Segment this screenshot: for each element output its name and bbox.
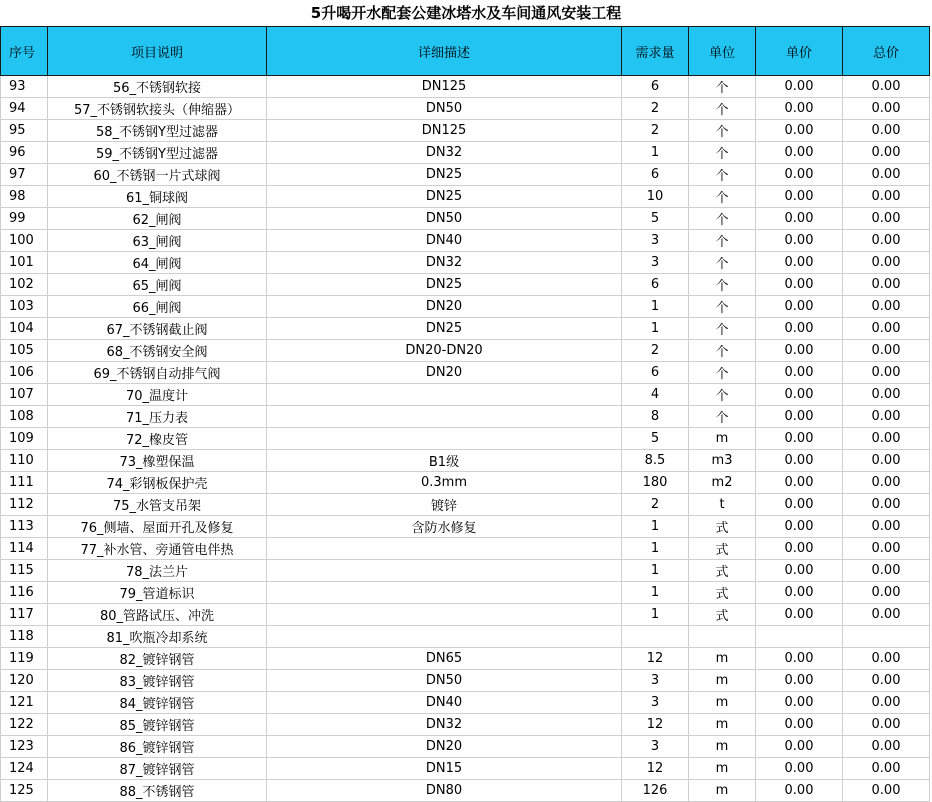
table-row — [1, 516, 930, 538]
cell-item[interactable]: 69_不锈钢自动排气阀 — [48, 362, 267, 384]
col-header-description[interactable]: 详细描述 — [267, 27, 622, 76]
cell-unit[interactable]: 个 — [689, 120, 756, 142]
cell-total-price[interactable]: 0.00 — [843, 274, 930, 296]
table-row — [1, 76, 930, 98]
cell-unit-price[interactable]: 0.00 — [756, 252, 843, 274]
cell-total-price[interactable]: 0.00 — [843, 76, 930, 98]
cell-quantity[interactable]: 5 — [622, 208, 689, 230]
table-row — [1, 230, 930, 252]
cell-unit-price[interactable] — [756, 626, 843, 648]
table-row — [1, 780, 930, 802]
cell-quantity[interactable]: 2 — [622, 494, 689, 516]
cell-unit-price[interactable]: 0.00 — [756, 692, 843, 714]
cell-unit[interactable]: 式 — [689, 582, 756, 604]
cell-unit-price[interactable]: 0.00 — [756, 538, 843, 560]
cell-description[interactable]: 含防水修复 — [267, 516, 622, 538]
cell-item[interactable]: 71_压力表 — [48, 406, 267, 428]
cell-index[interactable]: 115 — [1, 560, 48, 582]
cell-total-price[interactable]: 0.00 — [843, 296, 930, 318]
cell-quantity[interactable]: 2 — [622, 98, 689, 120]
cell-item[interactable]: 56_不锈钢软接 — [48, 76, 267, 98]
table-row — [1, 494, 930, 516]
cell-description[interactable] — [267, 582, 622, 604]
cell-total-price[interactable]: 0.00 — [843, 362, 930, 384]
cell-total-price[interactable]: 0.00 — [843, 340, 930, 362]
cell-index[interactable]: 117 — [1, 604, 48, 626]
cell-description[interactable]: DN25 — [267, 274, 622, 296]
cell-description[interactable]: DN25 — [267, 318, 622, 340]
cell-quantity[interactable] — [622, 626, 689, 648]
cell-item[interactable]: 77_补水管、旁通管电伴热 — [48, 538, 267, 560]
cell-quantity[interactable]: 5 — [622, 428, 689, 450]
table-row — [1, 670, 930, 692]
cell-unit-price[interactable]: 0.00 — [756, 362, 843, 384]
cell-unit-price[interactable]: 0.00 — [756, 340, 843, 362]
cell-quantity[interactable]: 8 — [622, 406, 689, 428]
cell-item[interactable]: 87_镀锌钢管 — [48, 758, 267, 780]
cell-item[interactable]: 61_铜球阀 — [48, 186, 267, 208]
cell-index[interactable]: 95 — [1, 120, 48, 142]
cell-total-price[interactable]: 0.00 — [843, 472, 930, 494]
table-row — [1, 296, 930, 318]
cell-description[interactable]: DN125 — [267, 120, 622, 142]
cell-unit-price[interactable]: 0.00 — [756, 318, 843, 340]
cell-total-price[interactable]: 0.00 — [843, 714, 930, 736]
cell-description[interactable]: 镀锌 — [267, 494, 622, 516]
cell-index[interactable]: 101 — [1, 252, 48, 274]
cell-quantity[interactable]: 1 — [622, 296, 689, 318]
cell-unit[interactable]: m — [689, 428, 756, 450]
cell-description[interactable] — [267, 384, 622, 406]
cell-item[interactable]: 84_镀锌钢管 — [48, 692, 267, 714]
cell-item[interactable]: 70_温度计 — [48, 384, 267, 406]
cell-unit[interactable]: m — [689, 648, 756, 670]
cell-quantity[interactable]: 4 — [622, 384, 689, 406]
table-row — [1, 560, 930, 582]
cell-index[interactable]: 119 — [1, 648, 48, 670]
cell-index[interactable]: 112 — [1, 494, 48, 516]
cell-quantity[interactable]: 6 — [622, 274, 689, 296]
cell-unit-price[interactable]: 0.00 — [756, 516, 843, 538]
cell-index[interactable]: 93 — [1, 76, 48, 98]
cell-item[interactable]: 58_不锈钢Y型过滤器 — [48, 120, 267, 142]
cell-description[interactable]: B1级 — [267, 450, 622, 472]
cell-unit-price[interactable]: 0.00 — [756, 714, 843, 736]
table-row — [1, 692, 930, 714]
cell-index[interactable]: 105 — [1, 340, 48, 362]
cell-item[interactable]: 85_镀锌钢管 — [48, 714, 267, 736]
cell-unit[interactable]: m — [689, 780, 756, 802]
cell-unit-price[interactable]: 0.00 — [756, 230, 843, 252]
table-row — [1, 406, 930, 428]
cell-index[interactable]: 121 — [1, 692, 48, 714]
cell-description[interactable]: DN40 — [267, 230, 622, 252]
cell-index[interactable]: 113 — [1, 516, 48, 538]
cell-unit[interactable]: m — [689, 714, 756, 736]
cell-description[interactable]: DN25 — [267, 186, 622, 208]
cell-description[interactable]: DN25 — [267, 164, 622, 186]
cell-unit-price[interactable]: 0.00 — [756, 406, 843, 428]
quote-table — [0, 26, 930, 802]
cell-unit[interactable]: 个 — [689, 296, 756, 318]
cell-description[interactable]: DN20 — [267, 362, 622, 384]
cell-index[interactable]: 125 — [1, 780, 48, 802]
header-row — [1, 27, 930, 76]
cell-description[interactable]: DN20 — [267, 736, 622, 758]
cell-quantity[interactable]: 12 — [622, 758, 689, 780]
cell-description[interactable] — [267, 604, 622, 626]
cell-unit[interactable]: m2 — [689, 472, 756, 494]
cell-quantity[interactable]: 6 — [622, 76, 689, 98]
cell-item[interactable]: 72_橡皮管 — [48, 428, 267, 450]
cell-quantity[interactable]: 8.5 — [622, 450, 689, 472]
cell-item[interactable]: 57_不锈钢软接头（伸缩器） — [48, 98, 267, 120]
cell-description[interactable]: DN20-DN20 — [267, 340, 622, 362]
cell-unit-price[interactable]: 0.00 — [756, 296, 843, 318]
cell-quantity[interactable]: 12 — [622, 648, 689, 670]
cell-unit[interactable]: 式 — [689, 516, 756, 538]
table-row — [1, 340, 930, 362]
cell-item[interactable]: 62_闸阀 — [48, 208, 267, 230]
cell-total-price[interactable]: 0.00 — [843, 98, 930, 120]
cell-unit[interactable]: 个 — [689, 98, 756, 120]
cell-description[interactable]: DN50 — [267, 208, 622, 230]
table-row — [1, 736, 930, 758]
cell-item[interactable]: 75_水管支吊架 — [48, 494, 267, 516]
cell-item[interactable]: 88_不锈钢管 — [48, 780, 267, 802]
cell-unit[interactable]: 个 — [689, 318, 756, 340]
col-header-index[interactable]: 序号 — [1, 27, 48, 76]
cell-index[interactable]: 122 — [1, 714, 48, 736]
cell-total-price[interactable]: 0.00 — [843, 516, 930, 538]
cell-index[interactable]: 109 — [1, 428, 48, 450]
cell-total-price[interactable]: 0.00 — [843, 384, 930, 406]
table-row — [1, 164, 930, 186]
cell-total-price[interactable]: 0.00 — [843, 494, 930, 516]
cell-unit-price[interactable]: 0.00 — [756, 450, 843, 472]
col-header-quantity[interactable]: 需求量 — [622, 27, 689, 76]
table-row — [1, 758, 930, 780]
cell-description[interactable]: DN20 — [267, 296, 622, 318]
cell-quantity[interactable]: 12 — [622, 714, 689, 736]
cell-description[interactable] — [267, 538, 622, 560]
cell-item[interactable]: 81_吹瓶冷却系统 — [48, 626, 267, 648]
cell-index[interactable]: 118 — [1, 626, 48, 648]
cell-unit-price[interactable]: 0.00 — [756, 472, 843, 494]
cell-quantity[interactable]: 10 — [622, 186, 689, 208]
cell-item[interactable]: 76_侧墙、屋面开孔及修复 — [48, 516, 267, 538]
cell-index[interactable]: 111 — [1, 472, 48, 494]
table-row — [1, 274, 930, 296]
cell-quantity[interactable]: 1 — [622, 142, 689, 164]
cell-index[interactable]: 102 — [1, 274, 48, 296]
cell-unit[interactable]: 式 — [689, 538, 756, 560]
cell-unit[interactable]: 式 — [689, 560, 756, 582]
cell-quantity[interactable]: 180 — [622, 472, 689, 494]
cell-unit[interactable]: 个 — [689, 230, 756, 252]
cell-item[interactable]: 73_橡塑保温 — [48, 450, 267, 472]
cell-description[interactable]: DN80 — [267, 780, 622, 802]
cell-index[interactable]: 106 — [1, 362, 48, 384]
cell-unit[interactable]: m — [689, 670, 756, 692]
cell-description[interactable]: DN15 — [267, 758, 622, 780]
cell-description[interactable]: DN125 — [267, 76, 622, 98]
table-row — [1, 626, 930, 648]
cell-quantity[interactable]: 1 — [622, 538, 689, 560]
cell-total-price[interactable]: 0.00 — [843, 120, 930, 142]
cell-index[interactable]: 96 — [1, 142, 48, 164]
cell-unit[interactable]: 个 — [689, 406, 756, 428]
cell-index[interactable]: 98 — [1, 186, 48, 208]
cell-quantity[interactable]: 126 — [622, 780, 689, 802]
cell-total-price[interactable]: 0.00 — [843, 142, 930, 164]
cell-quantity[interactable]: 3 — [622, 230, 689, 252]
table-row — [1, 318, 930, 340]
cell-unit-price[interactable]: 0.00 — [756, 384, 843, 406]
cell-item[interactable]: 82_镀锌钢管 — [48, 648, 267, 670]
cell-index[interactable]: 116 — [1, 582, 48, 604]
col-header-item[interactable]: 项目说明 — [48, 27, 267, 76]
cell-quantity[interactable]: 6 — [622, 164, 689, 186]
table-row — [1, 472, 930, 494]
cell-unit[interactable]: 个 — [689, 340, 756, 362]
table-row — [1, 98, 930, 120]
cell-unit-price[interactable]: 0.00 — [756, 274, 843, 296]
cell-quantity[interactable]: 1 — [622, 560, 689, 582]
cell-description[interactable]: DN65 — [267, 648, 622, 670]
cell-total-price[interactable]: 0.00 — [843, 186, 930, 208]
cell-unit-price[interactable]: 0.00 — [756, 76, 843, 98]
cell-quantity[interactable]: 1 — [622, 582, 689, 604]
cell-total-price[interactable]: 0.00 — [843, 406, 930, 428]
cell-unit-price[interactable]: 0.00 — [756, 98, 843, 120]
cell-index[interactable]: 99 — [1, 208, 48, 230]
table-row — [1, 714, 930, 736]
col-header-unit[interactable]: 单位 — [689, 27, 756, 76]
cell-total-price[interactable]: 0.00 — [843, 428, 930, 450]
cell-unit-price[interactable]: 0.00 — [756, 208, 843, 230]
cell-description[interactable]: DN32 — [267, 714, 622, 736]
cell-total-price[interactable] — [843, 626, 930, 648]
cell-index[interactable]: 103 — [1, 296, 48, 318]
table-row — [1, 450, 930, 472]
cell-total-price[interactable]: 0.00 — [843, 582, 930, 604]
cell-unit[interactable] — [689, 626, 756, 648]
cell-unit-price[interactable]: 0.00 — [756, 758, 843, 780]
table-row — [1, 252, 930, 274]
cell-total-price[interactable]: 0.00 — [843, 450, 930, 472]
cell-description[interactable]: DN32 — [267, 252, 622, 274]
cell-total-price[interactable]: 0.00 — [843, 560, 930, 582]
cell-unit[interactable]: 个 — [689, 76, 756, 98]
table-row — [1, 648, 930, 670]
cell-unit-price[interactable]: 0.00 — [756, 582, 843, 604]
cell-index[interactable]: 120 — [1, 670, 48, 692]
table-row — [1, 362, 930, 384]
cell-description[interactable] — [267, 560, 622, 582]
cell-item[interactable]: 74_彩钢板保护壳 — [48, 472, 267, 494]
cell-description[interactable] — [267, 406, 622, 428]
cell-unit-price[interactable]: 0.00 — [756, 780, 843, 802]
cell-description[interactable]: DN32 — [267, 142, 622, 164]
cell-unit-price[interactable]: 0.00 — [756, 648, 843, 670]
cell-quantity[interactable]: 6 — [622, 362, 689, 384]
table-row — [1, 186, 930, 208]
cell-unit[interactable]: 个 — [689, 362, 756, 384]
cell-item[interactable]: 79_管道标识 — [48, 582, 267, 604]
cell-index[interactable]: 97 — [1, 164, 48, 186]
cell-total-price[interactable]: 0.00 — [843, 230, 930, 252]
table-row — [1, 384, 930, 406]
cell-unit-price[interactable]: 0.00 — [756, 164, 843, 186]
cell-item[interactable]: 68_不锈钢安全阀 — [48, 340, 267, 362]
cell-index[interactable]: 94 — [1, 98, 48, 120]
cell-total-price[interactable]: 0.00 — [843, 736, 930, 758]
cell-quantity[interactable]: 3 — [622, 670, 689, 692]
cell-index[interactable]: 100 — [1, 230, 48, 252]
cell-quantity[interactable]: 1 — [622, 318, 689, 340]
cell-index[interactable]: 114 — [1, 538, 48, 560]
cell-total-price[interactable]: 0.00 — [843, 252, 930, 274]
cell-item[interactable]: 63_闸阀 — [48, 230, 267, 252]
cell-total-price[interactable]: 0.00 — [843, 670, 930, 692]
cell-unit[interactable]: 个 — [689, 252, 756, 274]
table-row — [1, 142, 930, 164]
cell-unit[interactable]: m3 — [689, 450, 756, 472]
cell-item[interactable]: 67_不锈钢截止阀 — [48, 318, 267, 340]
cell-total-price[interactable]: 0.00 — [843, 208, 930, 230]
cell-unit[interactable]: m — [689, 692, 756, 714]
cell-total-price[interactable]: 0.00 — [843, 604, 930, 626]
cell-total-price[interactable]: 0.00 — [843, 648, 930, 670]
cell-unit-price[interactable]: 0.00 — [756, 670, 843, 692]
cell-unit[interactable]: 个 — [689, 186, 756, 208]
cell-total-price[interactable]: 0.00 — [843, 164, 930, 186]
cell-item[interactable]: 66_闸阀 — [48, 296, 267, 318]
cell-unit[interactable]: 个 — [689, 142, 756, 164]
cell-index[interactable]: 104 — [1, 318, 48, 340]
cell-unit[interactable]: m — [689, 736, 756, 758]
cell-unit[interactable]: 个 — [689, 164, 756, 186]
cell-unit[interactable]: 个 — [689, 274, 756, 296]
cell-total-price[interactable]: 0.00 — [843, 538, 930, 560]
cell-unit-price[interactable]: 0.00 — [756, 494, 843, 516]
cell-index[interactable]: 107 — [1, 384, 48, 406]
cell-description[interactable]: DN40 — [267, 692, 622, 714]
cell-unit[interactable]: 个 — [689, 384, 756, 406]
cell-item[interactable]: 60_不锈钢一片式球阀 — [48, 164, 267, 186]
cell-quantity[interactable]: 3 — [622, 252, 689, 274]
cell-quantity[interactable]: 2 — [622, 340, 689, 362]
cell-item[interactable]: 80_管路试压、冲洗 — [48, 604, 267, 626]
cell-description[interactable] — [267, 428, 622, 450]
cell-unit-price[interactable]: 0.00 — [756, 120, 843, 142]
cell-total-price[interactable]: 0.00 — [843, 318, 930, 340]
cell-item[interactable]: 83_镀锌钢管 — [48, 670, 267, 692]
table-row — [1, 538, 930, 560]
cell-unit-price[interactable]: 0.00 — [756, 560, 843, 582]
cell-quantity[interactable]: 1 — [622, 604, 689, 626]
cell-index[interactable]: 108 — [1, 406, 48, 428]
table-row — [1, 604, 930, 626]
cell-unit-price[interactable]: 0.00 — [756, 736, 843, 758]
cell-description[interactable] — [267, 626, 622, 648]
table-row — [1, 582, 930, 604]
col-header-unit-price[interactable]: 单价 — [756, 27, 843, 76]
cell-unit-price[interactable]: 0.00 — [756, 428, 843, 450]
cell-total-price[interactable]: 0.00 — [843, 780, 930, 802]
cell-index[interactable]: 124 — [1, 758, 48, 780]
col-header-total-price[interactable]: 总价 — [843, 27, 930, 76]
table-row — [1, 208, 930, 230]
cell-total-price[interactable]: 0.00 — [843, 692, 930, 714]
cell-item[interactable]: 64_闸阀 — [48, 252, 267, 274]
table-row — [1, 428, 930, 450]
cell-description[interactable]: DN50 — [267, 98, 622, 120]
cell-unit-price[interactable]: 0.00 — [756, 186, 843, 208]
cell-unit-price[interactable]: 0.00 — [756, 142, 843, 164]
cell-item[interactable]: 59_不锈钢Y型过滤器 — [48, 142, 267, 164]
cell-item[interactable]: 65_闸阀 — [48, 274, 267, 296]
table-row — [1, 120, 930, 142]
cell-unit[interactable]: t — [689, 494, 756, 516]
cell-quantity[interactable]: 3 — [622, 692, 689, 714]
cell-description[interactable]: DN50 — [267, 670, 622, 692]
cell-unit[interactable]: 个 — [689, 208, 756, 230]
cell-unit[interactable]: m — [689, 758, 756, 780]
cell-index[interactable]: 123 — [1, 736, 48, 758]
cell-item[interactable]: 86_镀锌钢管 — [48, 736, 267, 758]
cell-quantity[interactable]: 1 — [622, 516, 689, 538]
cell-unit[interactable]: 式 — [689, 604, 756, 626]
sheet-title: 5升喝开水配套公建冰塔水及车间通风安装工程 — [310, 4, 622, 22]
cell-item[interactable]: 78_法兰片 — [48, 560, 267, 582]
cell-description[interactable]: 0.3mm — [267, 472, 622, 494]
cell-quantity[interactable]: 3 — [622, 736, 689, 758]
cell-index[interactable]: 110 — [1, 450, 48, 472]
cell-total-price[interactable]: 0.00 — [843, 758, 930, 780]
cell-quantity[interactable]: 2 — [622, 120, 689, 142]
cell-unit-price[interactable]: 0.00 — [756, 604, 843, 626]
